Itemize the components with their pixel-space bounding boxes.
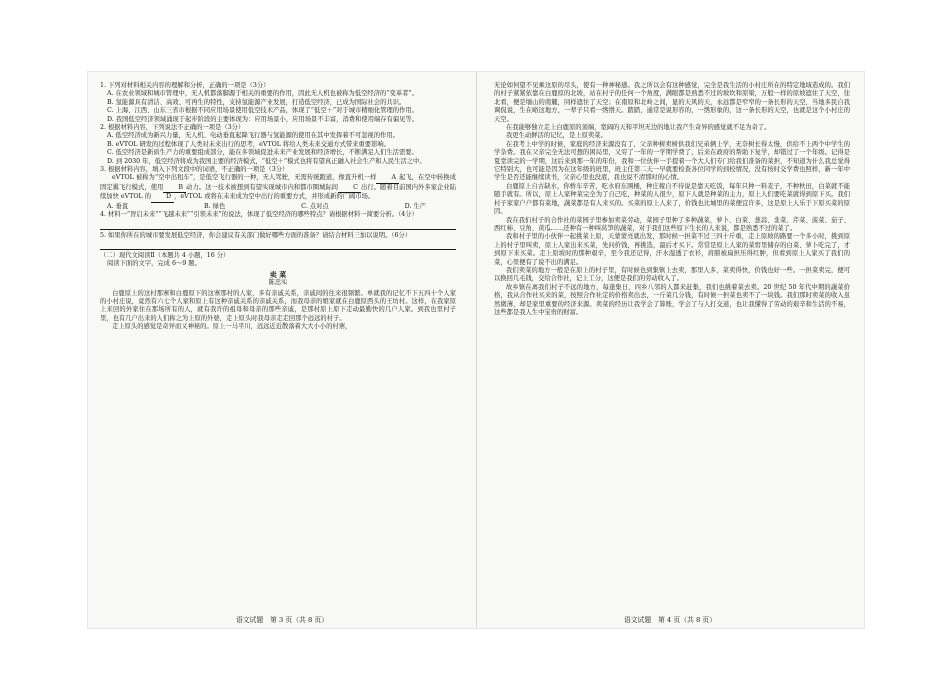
q3-option-c: C. 点对点 bbox=[301, 202, 329, 210]
q5-stem: 5. 如果你所在的城市要发展低空经济，你会建议有关部门做好哪些方面的准备？请结合材料三加以说明。（6分） bbox=[100, 231, 412, 239]
q3-option-d: D. 生产 bbox=[404, 202, 426, 210]
q3-passage-part4: 出行。随着目前国内外多家企业陆续加快 eVTOL 的 bbox=[100, 183, 457, 201]
q5-answer-line bbox=[100, 242, 456, 250]
q3-passage-part2: 起飞，在空中转换成固定翼飞行模式，使用 bbox=[100, 174, 456, 191]
story-paragraph-2-continued: 无论如何望不见乘这原的尽头，使有一种神秘感。我之所以会有这种感觉，完全是我生活的小村庄所在的特定地域造成的。我们的村子紧紧依靠在白鹿原的北坡，站在村子的任何一个角度，满眼都是熟悉不过的坡坎和原梁，万般一样的原坡遮住了天空，往北看，便是缅山的南麓，同样遮住了天空；在南原和北岭之间，显的天风的天，永远都是窄窄的一条长形的天空，当地多民自我调侃说，生在峪这地方，一辈子只看一绺绺天。踏踏，通常是说形容的，一绺形象的，这一条长形的天空，也就是这个小村庄的天空。 bbox=[494, 82, 850, 123]
story-author: 陈忠实 bbox=[268, 279, 288, 287]
exam-sheet bbox=[88, 72, 864, 628]
q3-blank-b: B bbox=[163, 184, 186, 193]
q2-option-a: A. 低空经济成为新兴力量，无人机、电动垂直起降飞行器与氢能源的使用在其中发挥着不可忽视的作用。 bbox=[107, 132, 399, 140]
q2-option-d: D. 到 2030 年，低空经济将成为我国主要的经济模式，“低空＋”模式也将有望真正融入社会生产和人民生活之中。 bbox=[107, 157, 426, 165]
page-footer-left: 语文试题 第 3 页（共 8 页） bbox=[235, 616, 329, 624]
story-title: 卖 菜 bbox=[269, 269, 287, 279]
q2-stem: 2. 根据材料内容，下列说法不正确的一项是（3分） bbox=[100, 124, 245, 132]
q3-passage-part1: eVTOL 被称为“空中出租车”，是低空飞行器的一种，无人驾驶，无需传统跑道，像直升机一样 bbox=[112, 174, 377, 182]
q3-blank-a: A bbox=[376, 174, 399, 183]
q2-option-b: B. eVTOL 研发的过程体现了人类对未来出行的思考，eVTOL 将给人类未来交通方式带来重要影响。 bbox=[107, 140, 390, 148]
page-fold bbox=[476, 72, 477, 628]
story-paragraph-7: 我在我们村子的合作社的菜园子里参加卖菜劳动，菜园子里种了多种蔬菜，萝卜、白菜、葱蒜、韭菜、芹菜、菠菜、茄子、西红柿、豆角、黄瓜……还种有一种叫莴笋的蔬菜，对于我们这些原下生长的人来说，都是熟悉不过的菜了。 bbox=[494, 216, 850, 232]
section2-instruction: 阅读下面的文字，完成 6～9 题。 bbox=[107, 260, 201, 268]
q1-option-c: C. 上海、江西、山东三省市根据不同应用场景使用低空技术产品，体现了“低空＋”对于城市精细化管理的作用。 bbox=[107, 107, 418, 115]
q3-blank-d: D bbox=[151, 193, 174, 202]
story-paragraph-3: 在我能够独立走上白鹿原的顶端，宽阔的天和平坦无边的地让我产生奇异的感觉就不足为奇了。 bbox=[506, 124, 771, 132]
q3-options bbox=[100, 203, 456, 211]
right-page bbox=[494, 82, 850, 317]
q1-option-a: A. 在农业领域和城市管理中，无人机都落脚源于相关的重要的作用，因此无人机也被称为低空经济的“变革者”。 bbox=[107, 90, 418, 98]
section2-heading: （二）现代文阅读Ⅱ（本题共 4 小题，16 分） bbox=[100, 251, 230, 259]
q3-blank-c: C bbox=[338, 184, 361, 193]
q4-stem: 4. 材料一“智启未来”“飞越未来”“引领未来”的说法，体现了低空经济的哪些特点？请根据材料一简要分析。（4分） bbox=[100, 211, 418, 219]
story-paragraph-1: 白鹿原上的这村那寨和白鹿原下的这寨那村的人家，多有亲戚关系，亲戚间的往来很频繁。单就我的记忆不下五四十个人家的小村庄说，竟然有六七个人家和原上有这种亲戚关系的亲戚关系，而我母亲的娘家就在白鹿原西头的王坊村。这样，在我家原上来回的外家住在那场所有的人，就有我许的祖母和母亲的那些亲戚，是那村原上原下走动最勤快的几户人家。到我也里村子里，也有几户出来的人们称之为上原的外婆，走上原头时我母亲走走回那个远远的村子。 bbox=[100, 289, 456, 322]
left-page bbox=[100, 82, 456, 332]
q3-passage bbox=[100, 174, 456, 202]
story-paragraph-10: 故乡镇在离我们村子不远的地方，每逢集日，四乡八邻的人都来赶集，我们也挑着菜去卖。20 世纪 50 年代中期的蔬菜价格，我从合作社买来的菜，按照合作社定的价格卖出去，一斤菜几分钱，有时候一担菜也卖不了一块钱。我们那时卖菜的收入虽然微薄，却是家里重要的经济来源。卖菜的经历让我学会了算账，学会了与人打交道，也让我懂得了劳动的艰辛和生活的不易，这些都是我人生中宝贵的财富。 bbox=[494, 283, 850, 316]
q1-option-d: D. 我国低空经济领域涌现于起步阶段的主要体现为：应用场景小，应用场景不丰富，消费和使用端存有偏见等。 bbox=[107, 115, 419, 123]
q1-option-b: B. 氢能源具有清洁、高效、可再生的特性，支持氢能源产业发展，打造低空经济，已成为国际社会的共识。 bbox=[107, 98, 406, 106]
story-paragraph-5: 在我考上中学的时候，家庭的经济来源没有了，父亲种树卖树供我们兄弟俩上学，无奈树长得太慢，供给不上两个中学生的学杂费。我在父亲完全无法可想的困局里，又穷了一年的一学期学费了，后来在政府的帮助下复学，却错过了一个年级。记得是夏堂读完的一学期，这后来到那一年的年份，我和一位伙伴一手提着一个大人们专门给我们准备的菜担，不知道为什么我总觉得它特别大，也可能是因为在这年级的班里，班主任第二天一早就要检查各位同学的到校情况，没有按时交学费也照样，新一年中学生是否还能继续读书，父亲心里也没底，我也说不清那时的心情。 bbox=[494, 140, 850, 182]
story-paragraph-2: 走上原头的感觉是奇异而又神秘的。原上一马平川，远远近近散落着大大小小的村寨， bbox=[112, 323, 352, 331]
q2-option-c: C. 低空经济是新质生产力的重要组成部分，能在多领域促进未来产业发展和经济增长，不断满足人们生活需要。 bbox=[107, 149, 418, 157]
q3-option-b: B. 绿色 bbox=[204, 202, 226, 210]
q4-answer-line bbox=[100, 222, 456, 230]
page-footer-right: 语文试题 第 4 页（共 8 页） bbox=[623, 616, 717, 624]
q3-passage-part5: ，eVTOL 或将在未来成为空中出行的重要方式，并形成新的广阔市场。 bbox=[174, 193, 375, 201]
story-paragraph-6: 白鹿原上自古缺水，你桥车辛苦，吃水府东围桶，种庄稼自不待说是靠天吃饭，每年只种一料麦子，不种秋田，白菜就不能随手就有。所以，原上人家种菜完全为了自己吃，种菜的人很少，原下人就是种菜的主力，原上人们要吃菜就得到原下买。我们村子家家户户都有菜地，蔬菜都是有人来买的。买菜的原上人来了，价钱也比城里的菜便宜许多，这是原上人乐于下原买菜的原因。 bbox=[494, 182, 850, 216]
q1-stem: 1. 下列对材料相关内容的理解和分析，正确的一项是（3分） bbox=[100, 82, 270, 89]
story-paragraph-9: 我们卖菜的地方一般是在原上的村子里，有时候也到集镇上去卖，那里人多，菜卖得快，价钱也好一些。一担菜卖完，便可以换回几毛钱，交给合作社，记上工分，这便是我们的劳动收入了。 bbox=[494, 266, 850, 283]
story-paragraph-8: 我和村子里的小伙伴一起挑菜上原，天蒙蒙亮就出发，那时候一担菜不过三四十斤重，走上原坡的路要一个多小时，挑到原上的村子里叫卖，原上人家出来买菜，先问价钱，再挑选，最后才买下。常常是原上人家的菜窖里储存的白菜、萝卜吃完了，才到原下来买菜。走上原坡时的那种艰辛，至今我还记得，汗水湿透了衣衫，肩膀被扁担压得红肿，但看到原上人家买了我们的菜，心里便有了说不出的满足。 bbox=[494, 233, 850, 266]
q3-stem: 3. 根据材料内容，填入下列文段中的词语，不正确的一项是（3分） bbox=[100, 166, 289, 174]
q3-passage-part3: 动力。这一技术被想到有望实现城市内和都市圈城际间 bbox=[186, 183, 339, 191]
q3-option-a: A. 垂直 bbox=[107, 202, 129, 210]
story-paragraph-4: 我更生动鲜活的记忆，是上原卖菜。 bbox=[506, 132, 607, 140]
